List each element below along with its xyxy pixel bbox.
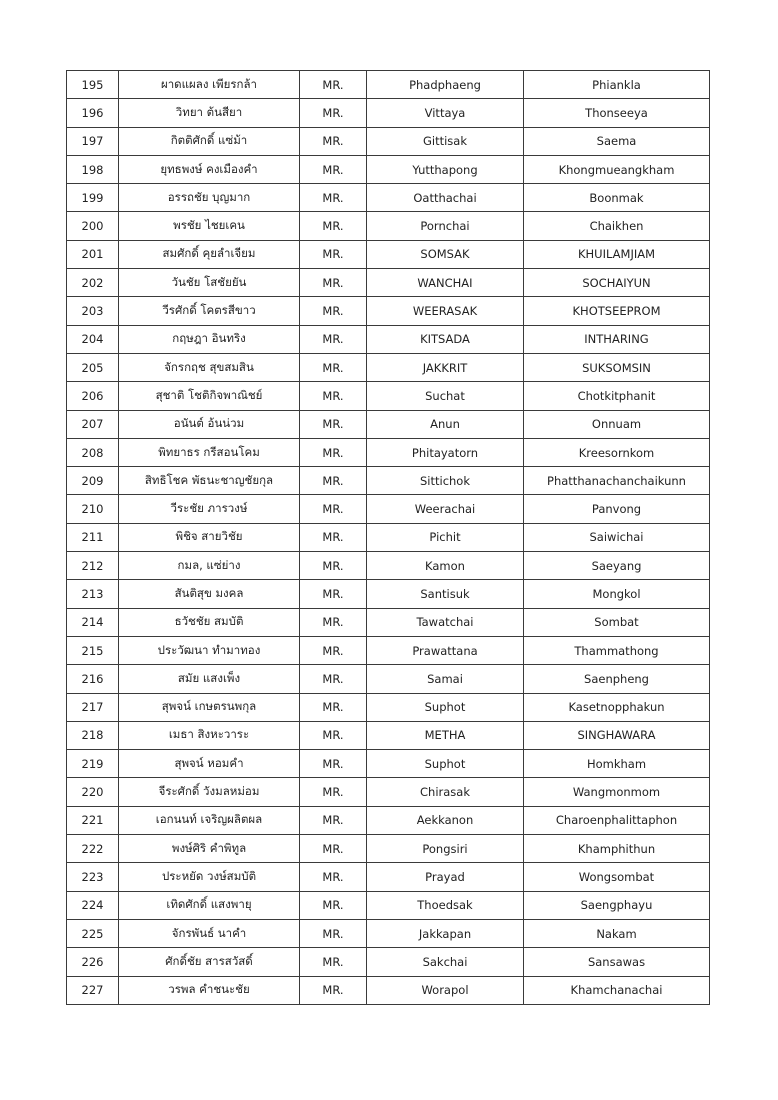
title-cell: MR. <box>300 750 367 778</box>
thai-name-cell: เอกนนท์ เจริญผลิตผล <box>119 806 300 834</box>
first-name-cell: Anun <box>367 410 524 438</box>
thai-name-cell: สุพจน์ เกษตรนพกุล <box>119 693 300 721</box>
title-cell: MR. <box>300 495 367 523</box>
first-name-cell: METHA <box>367 721 524 749</box>
first-name-cell: Phadphaeng <box>367 71 524 99</box>
row-number-cell: 199 <box>67 184 119 212</box>
thai-name-cell: สุพจน์ หอมคำ <box>119 750 300 778</box>
thai-name-cell: วิทยา ต้นสียา <box>119 99 300 127</box>
last-name-cell: Phatthanachanchaikunn <box>524 467 710 495</box>
table-row <box>67 155 710 183</box>
last-name-cell: Khongmueangkham <box>524 155 710 183</box>
thai-name-cell: สมัย แสงเพ็ง <box>119 665 300 693</box>
last-name-cell: Thammathong <box>524 636 710 664</box>
thai-name-cell: จักรกฤช สุขสมสิน <box>119 353 300 381</box>
title-cell: MR. <box>300 636 367 664</box>
last-name-cell: Saema <box>524 127 710 155</box>
first-name-cell: Worapol <box>367 976 524 1004</box>
thai-name-cell: พงษ์ศิริ คำพิทูล <box>119 835 300 863</box>
title-cell: MR. <box>300 325 367 353</box>
title-cell: MR. <box>300 891 367 919</box>
last-name-cell: INTHARING <box>524 325 710 353</box>
first-name-cell: Oatthachai <box>367 184 524 212</box>
table-row <box>67 863 710 891</box>
last-name-cell: SINGHAWARA <box>524 721 710 749</box>
last-name-cell: Panvong <box>524 495 710 523</box>
table-row <box>67 919 710 947</box>
thai-name-cell: สุชาติ โชติกิจพาณิชย์ <box>119 382 300 410</box>
table-row <box>67 99 710 127</box>
last-name-cell: Khamchanachai <box>524 976 710 1004</box>
thai-name-cell: ประวัฒนา ทำมาทอง <box>119 636 300 664</box>
thai-name-cell: สมศักดิ์ คุยลำเจียม <box>119 240 300 268</box>
row-number-cell: 223 <box>67 863 119 891</box>
last-name-cell: Chotkitphanit <box>524 382 710 410</box>
first-name-cell: Kamon <box>367 552 524 580</box>
table-row <box>67 665 710 693</box>
first-name-cell: Sakchai <box>367 948 524 976</box>
first-name-cell: Weerachai <box>367 495 524 523</box>
first-name-cell: Vittaya <box>367 99 524 127</box>
table-row <box>67 721 710 749</box>
last-name-cell: Khamphithun <box>524 835 710 863</box>
table-row <box>67 693 710 721</box>
thai-name-cell: กฤษฎา อินทริง <box>119 325 300 353</box>
last-name-cell: Wangmonmom <box>524 778 710 806</box>
title-cell: MR. <box>300 467 367 495</box>
title-cell: MR. <box>300 863 367 891</box>
row-number-cell: 203 <box>67 297 119 325</box>
first-name-cell: SOMSAK <box>367 240 524 268</box>
title-cell: MR. <box>300 721 367 749</box>
title-cell: MR. <box>300 410 367 438</box>
first-name-cell: WEERASAK <box>367 297 524 325</box>
title-cell: MR. <box>300 608 367 636</box>
title-cell: MR. <box>300 693 367 721</box>
name-list-table <box>66 70 710 1005</box>
row-number-cell: 215 <box>67 636 119 664</box>
row-number-cell: 206 <box>67 382 119 410</box>
title-cell: MR. <box>300 99 367 127</box>
row-number-cell: 205 <box>67 353 119 381</box>
title-cell: MR. <box>300 523 367 551</box>
table-row <box>67 750 710 778</box>
thai-name-cell: วีรศักดิ์ โคตรสีขาว <box>119 297 300 325</box>
row-number-cell: 197 <box>67 127 119 155</box>
title-cell: MR. <box>300 155 367 183</box>
table-row <box>67 184 710 212</box>
first-name-cell: WANCHAI <box>367 269 524 297</box>
title-cell: MR. <box>300 552 367 580</box>
row-number-cell: 207 <box>67 410 119 438</box>
row-number-cell: 220 <box>67 778 119 806</box>
table-row <box>67 240 710 268</box>
name-list-sheet <box>66 70 709 1005</box>
table-row <box>67 806 710 834</box>
thai-name-cell: ยุทธพงษ์ คงเมืองคำ <box>119 155 300 183</box>
row-number-cell: 211 <box>67 523 119 551</box>
title-cell: MR. <box>300 976 367 1004</box>
last-name-cell: Saiwichai <box>524 523 710 551</box>
row-number-cell: 219 <box>67 750 119 778</box>
row-number-cell: 224 <box>67 891 119 919</box>
last-name-cell: Saenpheng <box>524 665 710 693</box>
last-name-cell: Kasetnopphakun <box>524 693 710 721</box>
thai-name-cell: จักรพันธ์ นาคำ <box>119 919 300 947</box>
row-number-cell: 217 <box>67 693 119 721</box>
first-name-cell: Sittichok <box>367 467 524 495</box>
row-number-cell: 202 <box>67 269 119 297</box>
table-row <box>67 976 710 1004</box>
row-number-cell: 201 <box>67 240 119 268</box>
last-name-cell: Onnuam <box>524 410 710 438</box>
title-cell: MR. <box>300 665 367 693</box>
table-row <box>67 127 710 155</box>
first-name-cell: Pornchai <box>367 212 524 240</box>
name-list-body <box>67 71 710 1005</box>
first-name-cell: Suchat <box>367 382 524 410</box>
first-name-cell: Tawatchai <box>367 608 524 636</box>
last-name-cell: Saengphayu <box>524 891 710 919</box>
title-cell: MR. <box>300 127 367 155</box>
table-row <box>67 552 710 580</box>
last-name-cell: KHUILAMJIAM <box>524 240 710 268</box>
thai-name-cell: กมล, แซ่ย่าง <box>119 552 300 580</box>
first-name-cell: Phitayatorn <box>367 438 524 466</box>
row-number-cell: 226 <box>67 948 119 976</box>
title-cell: MR. <box>300 778 367 806</box>
first-name-cell: Gittisak <box>367 127 524 155</box>
first-name-cell: Jakkapan <box>367 919 524 947</box>
thai-name-cell: กิตติศักดิ์ แซ่ม้า <box>119 127 300 155</box>
row-number-cell: 222 <box>67 835 119 863</box>
thai-name-cell: วรพล คำชนะชัย <box>119 976 300 1004</box>
table-row <box>67 523 710 551</box>
last-name-cell: SUKSOMSIN <box>524 353 710 381</box>
row-number-cell: 208 <box>67 438 119 466</box>
thai-name-cell: ธวัชชัย สมบัติ <box>119 608 300 636</box>
title-cell: MR. <box>300 806 367 834</box>
first-name-cell: Prayad <box>367 863 524 891</box>
row-number-cell: 216 <box>67 665 119 693</box>
thai-name-cell: วีระชัย ภารวงษ์ <box>119 495 300 523</box>
last-name-cell: Kreesornkom <box>524 438 710 466</box>
first-name-cell: Suphot <box>367 750 524 778</box>
first-name-cell: Pongsiri <box>367 835 524 863</box>
table-row <box>67 778 710 806</box>
thai-name-cell: วันชัย โสชัยยัน <box>119 269 300 297</box>
first-name-cell: KITSADA <box>367 325 524 353</box>
last-name-cell: Chaikhen <box>524 212 710 240</box>
title-cell: MR. <box>300 212 367 240</box>
row-number-cell: 225 <box>67 919 119 947</box>
last-name-cell: Sombat <box>524 608 710 636</box>
table-row <box>67 269 710 297</box>
row-number-cell: 204 <box>67 325 119 353</box>
thai-name-cell: ประหยัด วงษ์สมบัติ <box>119 863 300 891</box>
last-name-cell: Homkham <box>524 750 710 778</box>
first-name-cell: Yutthapong <box>367 155 524 183</box>
table-row <box>67 71 710 99</box>
row-number-cell: 210 <box>67 495 119 523</box>
table-row <box>67 325 710 353</box>
thai-name-cell: เทิดศักดิ์ แสงพายุ <box>119 891 300 919</box>
table-row <box>67 608 710 636</box>
row-number-cell: 213 <box>67 580 119 608</box>
row-number-cell: 198 <box>67 155 119 183</box>
row-number-cell: 214 <box>67 608 119 636</box>
last-name-cell: Wongsombat <box>524 863 710 891</box>
row-number-cell: 227 <box>67 976 119 1004</box>
thai-name-cell: ศักดิ์ชัย สารสวัสดิ์ <box>119 948 300 976</box>
title-cell: MR. <box>300 71 367 99</box>
row-number-cell: 209 <box>67 467 119 495</box>
table-row <box>67 891 710 919</box>
table-row <box>67 636 710 664</box>
thai-name-cell: พิชิจ สายวิชัย <box>119 523 300 551</box>
table-row <box>67 948 710 976</box>
thai-name-cell: เมธา สิงหะวาระ <box>119 721 300 749</box>
title-cell: MR. <box>300 382 367 410</box>
first-name-cell: Prawattana <box>367 636 524 664</box>
last-name-cell: Mongkol <box>524 580 710 608</box>
row-number-cell: 200 <box>67 212 119 240</box>
last-name-cell: Saeyang <box>524 552 710 580</box>
last-name-cell: Phiankla <box>524 71 710 99</box>
last-name-cell: Boonmak <box>524 184 710 212</box>
table-row <box>67 382 710 410</box>
first-name-cell: Suphot <box>367 693 524 721</box>
last-name-cell: Nakam <box>524 919 710 947</box>
title-cell: MR. <box>300 184 367 212</box>
last-name-cell: Thonseeya <box>524 99 710 127</box>
first-name-cell: Pichit <box>367 523 524 551</box>
table-row <box>67 495 710 523</box>
first-name-cell: Santisuk <box>367 580 524 608</box>
first-name-cell: Thoedsak <box>367 891 524 919</box>
thai-name-cell: สิทธิโชค พัธนะชาญชัยกุล <box>119 467 300 495</box>
thai-name-cell: จีระศักดิ์ วังมลหม่อม <box>119 778 300 806</box>
title-cell: MR. <box>300 438 367 466</box>
title-cell: MR. <box>300 948 367 976</box>
first-name-cell: JAKKRIT <box>367 353 524 381</box>
row-number-cell: 195 <box>67 71 119 99</box>
thai-name-cell: พิทยาธร กรีสอนโคม <box>119 438 300 466</box>
thai-name-cell: ผาดแผลง เพียรกล้า <box>119 71 300 99</box>
last-name-cell: KHOTSEEPROM <box>524 297 710 325</box>
title-cell: MR. <box>300 835 367 863</box>
row-number-cell: 221 <box>67 806 119 834</box>
thai-name-cell: พรชัย ไชยเคน <box>119 212 300 240</box>
title-cell: MR. <box>300 269 367 297</box>
thai-name-cell: อรรถชัย บุญมาก <box>119 184 300 212</box>
thai-name-cell: อนันต์ อ้นน่วม <box>119 410 300 438</box>
last-name-cell: Charoenphalittaphon <box>524 806 710 834</box>
row-number-cell: 196 <box>67 99 119 127</box>
table-row <box>67 297 710 325</box>
title-cell: MR. <box>300 297 367 325</box>
first-name-cell: Aekkanon <box>367 806 524 834</box>
first-name-cell: Samai <box>367 665 524 693</box>
row-number-cell: 218 <box>67 721 119 749</box>
table-row <box>67 410 710 438</box>
last-name-cell: SOCHAIYUN <box>524 269 710 297</box>
table-row <box>67 580 710 608</box>
table-row <box>67 353 710 381</box>
first-name-cell: Chirasak <box>367 778 524 806</box>
last-name-cell: Sansawas <box>524 948 710 976</box>
table-row <box>67 212 710 240</box>
table-row <box>67 438 710 466</box>
table-row <box>67 835 710 863</box>
row-number-cell: 212 <box>67 552 119 580</box>
table-row <box>67 467 710 495</box>
title-cell: MR. <box>300 919 367 947</box>
title-cell: MR. <box>300 353 367 381</box>
thai-name-cell: สันติสุข มงคล <box>119 580 300 608</box>
title-cell: MR. <box>300 580 367 608</box>
title-cell: MR. <box>300 240 367 268</box>
